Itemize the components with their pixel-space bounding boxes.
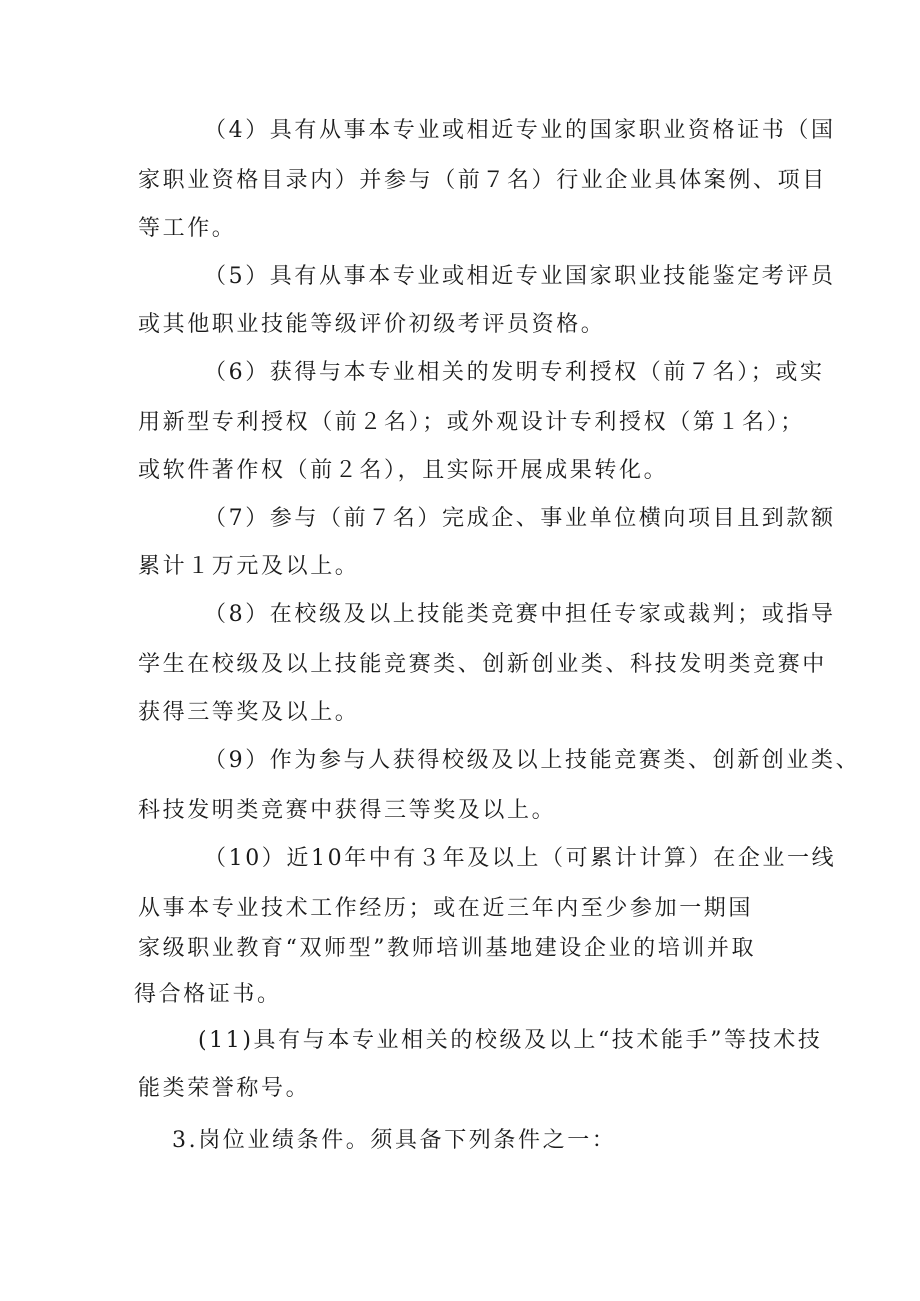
section-3-heading: 3.岗位业绩条件。须具备下列条件之一： (172, 1128, 617, 1153)
item-4-line-3: 等工作。 (138, 216, 237, 241)
item-10-line-1: （10）近10年中有３年及以上（可累计计算）在企业一线 (204, 846, 837, 871)
item-9-line-1: （9）作为参与人获得校级及以上技能竞赛类、创新创业类、 (204, 748, 861, 773)
item-7-line-2: 累计１万元及以上。 (138, 554, 360, 579)
item-9-line-2: 科技发明类竞赛中获得三等奖及以上。 (138, 798, 557, 823)
item-4-line-1: （4）具有从事本专业或相近专业的国家职业资格证书（国 (204, 118, 836, 143)
item-11-line-2: 能类荣誉称号。 (138, 1076, 311, 1101)
item-11-line-1: (11)具有与本专业相关的校级及以上“技术能手”等技术技 (198, 1028, 823, 1053)
item-7-line-1: （7）参与（前７名）完成企、事业单位横向项目且到款额 (204, 506, 836, 531)
item-10-line-4: 得合格证书。 (134, 982, 282, 1007)
item-5-line-1: （5）具有从事本专业或相近专业国家职业技能鉴定考评员 (204, 264, 836, 289)
item-10-line-3: 家级职业教育“双师型”教师培训基地建设企业的培训并取 (138, 936, 757, 961)
item-6-line-1: （6）获得与本专业相关的发明专利授权（前７名）；或实 (204, 360, 825, 385)
item-4-line-2: 家职业资格目录内）并参与（前７名）行业企业具体案例、项目 (138, 168, 827, 193)
item-8-line-1: （8）在校级及以上技能类竞赛中担任专家或裁判；或指导 (204, 602, 836, 627)
item-8-line-3: 获得三等奖及以上。 (138, 700, 360, 725)
item-10-line-2: 从事本专业技术工作经历；或在近三年内至少参加一期国 (138, 896, 754, 921)
item-5-line-2: 或其他职业技能等级评价初级考评员资格。 (138, 312, 606, 337)
item-8-line-2: 学生在校级及以上技能竞赛类、创新创业类、科技发明类竞赛中 (138, 652, 827, 677)
item-6-line-2: 用新型专利授权（前２名）；或外观设计专利授权（第１名）； (138, 410, 805, 435)
item-6-line-3: 或软件著作权（前２名），且实际开展成果转化。 (138, 458, 669, 483)
